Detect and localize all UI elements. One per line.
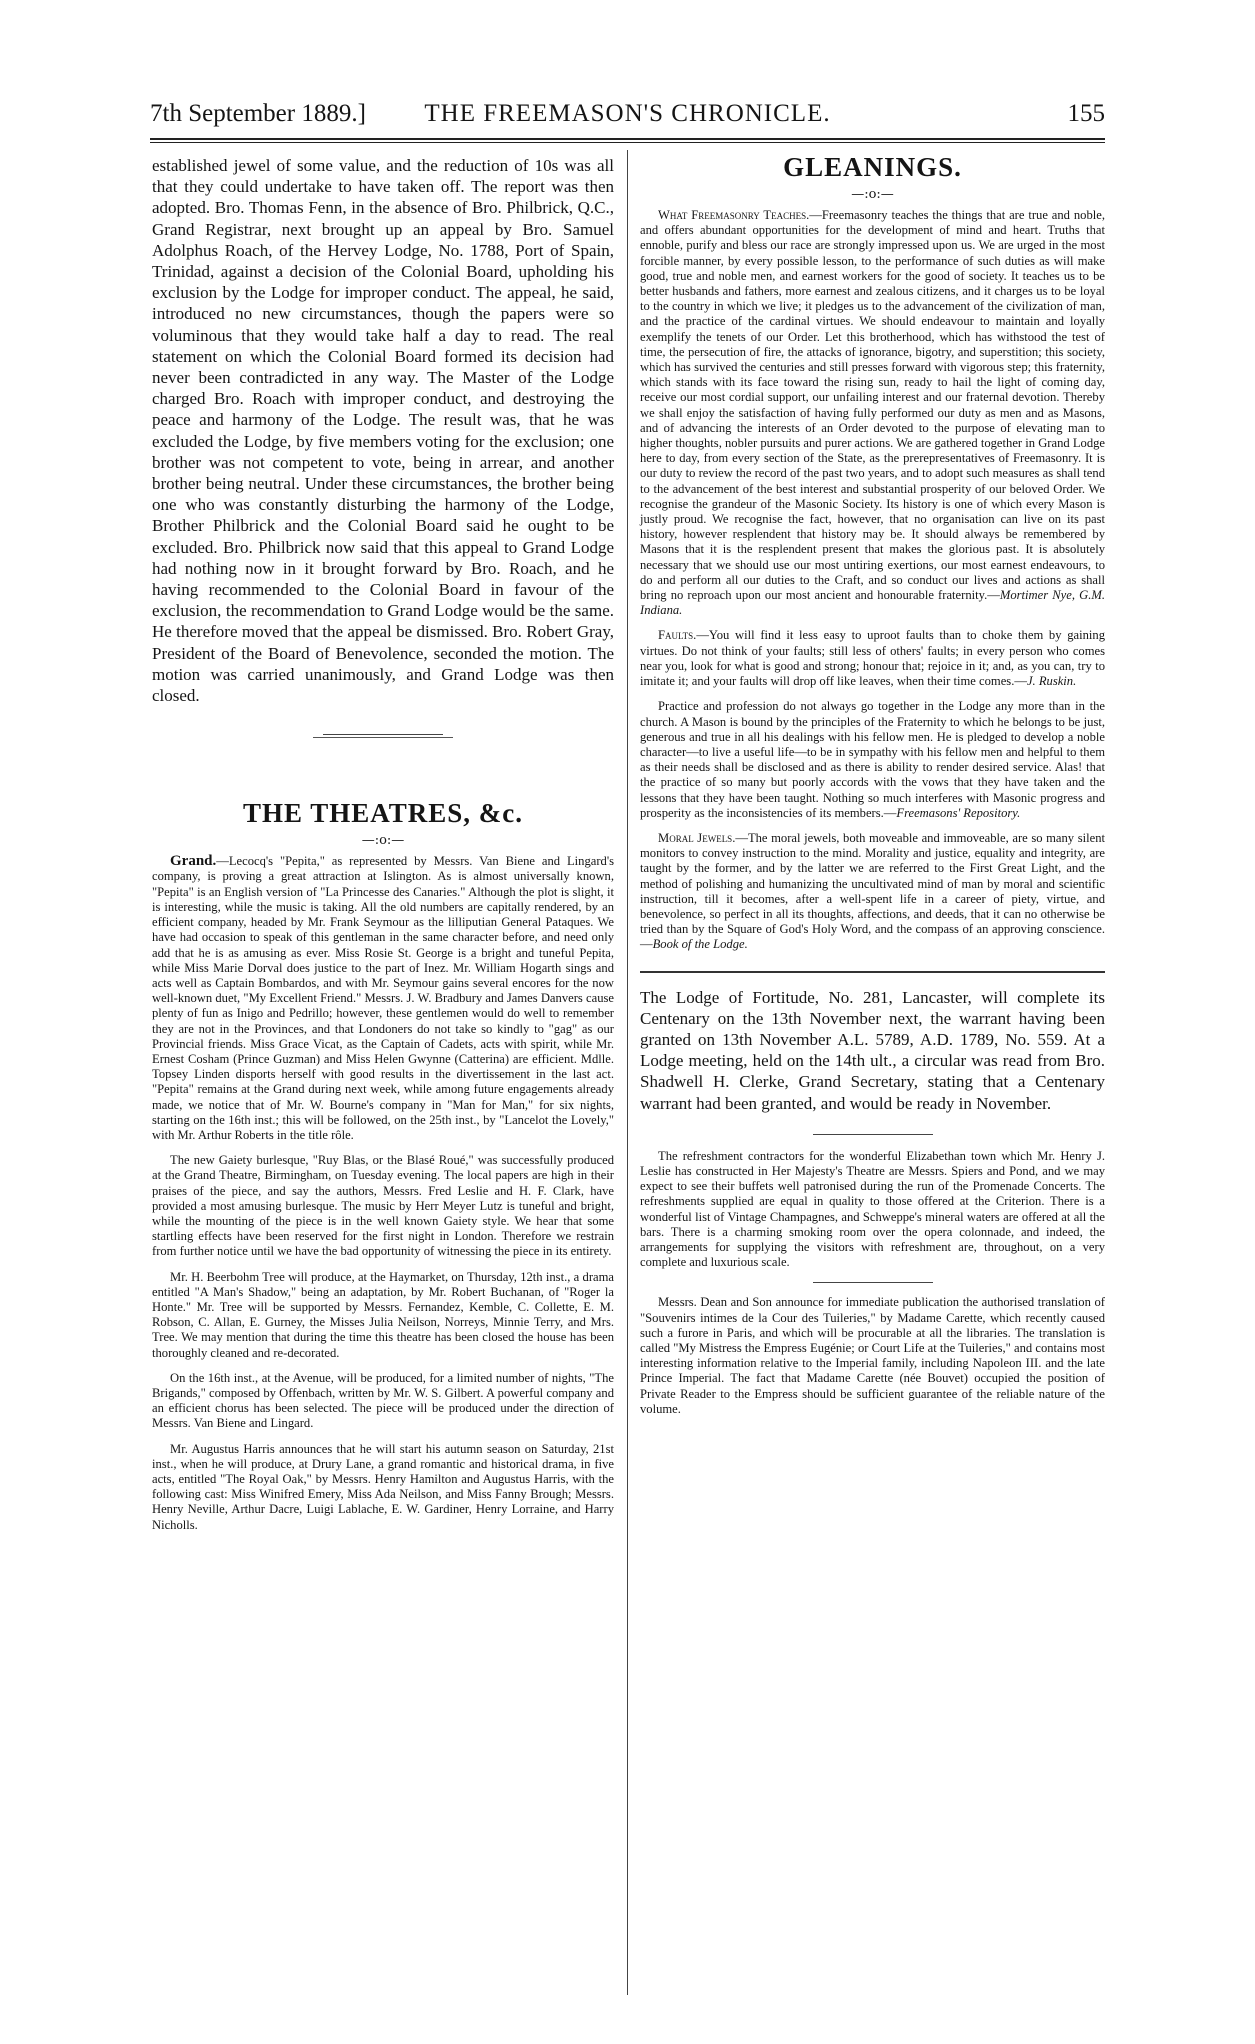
theatres-heading: THE THEATRES, &c. [242, 798, 524, 829]
page-header [150, 96, 1105, 136]
issue-date: 7th September 1889.] [150, 100, 366, 127]
theatres-ornament: —:o:— [361, 833, 405, 849]
grand-lead: Grand. [170, 853, 217, 870]
theatres-avenue-paragraph: On the 16th inst., at the Avenue, will be produced, for a limited number of nights, "The Brigands," composed by Offenbach, written by Mr. W. S. Gilbert. A powerful company and an efficient chorus has been selected. The piece will be produced under the direction of Messrs. Van Biene and Lingard. [152, 1370, 614, 1431]
lodge-of-fortitude-notice: The Lodge of Fortitude, No. 281, Lancaster, will complete its Centenary on the 13th November next, the warrant having been granted on 13th November A.L. 5789, A.D. 1789, No. 559. At a Lodge meeting, held on the 14th ult., a circular was read from Bro. Shadwell H. Clerke, Grand Secretary, stating that a Centenary warrant had been granted, and would be ready in November. [640, 987, 1105, 1113]
notice-separator-2 [813, 1282, 933, 1283]
gleaning-2-signature: J. Ruskin. [1026, 674, 1077, 689]
gleaning-moral-jewels: Moral Jewels.—The moral jewels, both moveable and immoveable, are so many silent monitors to convey instruction to the mind. Morality and justice, equality and integrity, are taught by the former, and by the latter we are referred to the First Great Light, and the method of polishing and humanizing the uncultivated mind of man by moral and scientific instruction, till it becomes, after a well-spent life in a career of piety, virtue, and benevolence, so perfect in all its thoughts, affections, and deeds, that it can no otherwise be tried than by the Square of God's Holy Word, and the compass of an approving conscience.—Book of the Lodge. [640, 830, 1105, 952]
gleaning-1-signature: Mortimer Nye, G.M. Indiana. [640, 588, 1105, 618]
section-rule [640, 971, 1105, 973]
publication-title: THE FREEMASON'S CHRONICLE. [424, 100, 831, 127]
gleaning-practice-profession: Practice and profession do not always go together in the Lodge any more than in the church. A Mason is bound by the principles of the Fraternity to which he belongs to be just, generous and true in all his dealings with his fellow men. He is pledged to develop a noble character—to live a useful life—to be in sympathy with his fellow men and helpful to them as their needs shall be disclosed and as there is ability to render desired service. Alas! that the practice of so many but poorly accords with the vows that they have taken and the lessons that they have been taught. Nothing so much interferes with Masonic progress and prosperity as the inconsistencies of its members.—Freemasons' Repository. [640, 699, 1105, 820]
header-rule-thin [150, 142, 1105, 143]
gleaning-freemasonry-teaches: What Freemasonry Teaches.—Freemasonry teaches the things that are true and noble, and offers abundant opportunities for the development of mind and heart. Truths that ennoble, purify and bless our race are strongly impressed upon us. We are urged in the most forcible manner, by every possible lesson, to the performance of such duties as will make good, true and noble men, and earnest workers for the good of society. It teaches us to be better husbands and fathers, more earnest and zealous citizens, and it charges us to be loyal to the country in which we live; it pledges us to the advancement of the civilization of man, and the practice of the cardinal virtues. We should endeavour to maintain and loyally exemplify the tenets of our Order. Let this brotherhood, which has withstood the test of time, the persecution of fire, the attacks of ignorance, bigotry, and superstition; this society, which has survived the centuries and still presses forward with vigorous step; this fraternity, which stands with its face toward the rising sun, ready to hail the light of coming day, receive our most cordial support, our unfailing interest and our fraternal devotion. Thereby we shall enjoy the satisfaction of having fully performed our duty as men and as Masons, and of advancing the interests of an Order devoted to the purpose of elevating man to higher thoughts, nobler pursuits and purer actions. We are gathered together in Grand Lodge here to day, from every section of the State, as the prerepresentatives of Freemasonry. It is our duty to review the record of the past two years, and to adopt such measures as shall tend to the advancement of the best interest and substantial prosperity of our beloved Order. We recognise the grandeur of the Masonic Society. Its history is one of which every Mason is justly proud. We recognise the fact, however, that no organisation can live on its past history, however resplendent that history may be. It should always be remembered by Masons that it is the resplendent present that makes the glorious past. It is absolutely necessary that we should use our most untiring exertions, our most earnest endeavours, to do and perform all our duties to the Craft, and so conduct our lives and actions as shall bring no reproach upon our most ancient and honourable fraternity.—Mortimer Nye, G.M. Indiana. [640, 208, 1105, 618]
gleanings-heading: GLEANINGS. [783, 152, 962, 182]
page-number: 155 [1067, 100, 1105, 127]
refreshment-notice: The refreshment contractors for the wonderful Elizabethan town which Mr. Henry J. Leslie has constructed in Her Majesty's Theatre are Messrs. Spiers and Pond, and we may expect to see their buffets well patronised during the run of the Promenade Concerts. The refreshments supplied are equal in quality to those offered at the Criterion. There is a wonderful list of Vintage Champagnes, and Schweppe's mineral waters are offered at all the bars. There is a charming smoking room over the opera colonnade, and indeed, the arrangements for supplying the visitors with refreshment are, throughout, on a very complete and luxurious scale. [640, 1148, 1105, 1270]
right-column [640, 152, 1105, 1427]
souvenirs-notice: Messrs. Dean and Son announce for immediate publication the authorised translation of "Souvenirs intimes de la Cour des Tuileries," by Madame Carette, which recently caused such a furore in Paris, and which will be procurable at all the libraries. The translation is called "My Mistress the Empress Eugénie; or Court Life at the Tuileries," and contains most interesting information relative to the Imperial family, including Napoleon III. and the late Prince Imperial. The fact that Madame Carette (née Bouvet) occupied the position of Private Reader to the Empress should be sufficient guarantee of the reliable nature of the volume. [640, 1295, 1105, 1416]
theatres-haymarket-paragraph: Mr. H. Beerbohm Tree will produce, at the Haymarket, on Thursday, 12th inst., a drama entitled "A Man's Shadow," being an adaptation, by Mr. Robert Buchanan, of "Roger la Honte." Mr. Tree will be supported by Messrs. Fernandez, Kemble, C. Collette, E. M. Robson, C. Allan, E. Gurney, the Misses Julia Neilson, Norreys, Minnie Terry, and Mrs. Tree. We may mention that during the time this theatre has been closed the house has been thoroughly cleaned and re-decorated. [152, 1269, 614, 1360]
theatres-drury-lane-paragraph: Mr. Augustus Harris announces that he will start his autumn season on Saturday, 21st inst., when he will produce, at Drury Lane, a grand romantic and historical drama, in five acts, entitled "The Royal Oak," by Messrs. Henry Hamilton and Augustus Harris, with the following cast: Miss Winifred Emery, Miss Ada Neilson, and Miss Fanny Brough; Messrs. Henry Neville, Arthur Dacre, Luigi Lablache, E. W. Gardiner, Henry Lorraine, and Harry Nicholls. [152, 1441, 614, 1532]
notice-separator [813, 1134, 933, 1135]
grand-text: —Lecocq's "Pepita," as represented by Messrs. Van Biene and Lingard's company, is proving a great attraction at Islington. As is almost universally known, "Pepita" is an English version of "La Princesse des Canaries." Although the plot is slight, it is interesting, while the music is taking. All the old numbers are capitally rendered, by an efficient company, headed by Mr. Frank Seymour as the lilliputian General Pataques. We have had occasion to speak of this gentleman in the same character before, and need only add that he is as amusing as ever. Miss Rosie St. George is a bright and tuneful Pepita, while Miss Marie Dorval does justice to the part of Inez. Mr. William Hogarth sings and acts well as Captain Bombardos, and with Mr. Seymour gains several encores for the now well-known duet, "My Excellent Friend." Messrs. J. W. Bradbury and James Danvers cause plenty of fun as Inigo and Pedrillo; however, these gentlemen would do well to remember they are not in the Provinces, and that Londoners do not take so kindly to "gag" as our Provincial friends. Miss Grace Vicat, as the Captain of Cadets, acts with spirit, while Mr. Ernest Cosham (Prince Guzman) and Miss Helen Gwynne (Catterina) are efficient. Mdlle. Topsey Linden disports herself with good results in the divertissement in the last act. "Pepita" remains at the Grand during next week, while among future engagements already made, we notice that of Mr. W. Bourne's company in "Man for Man," for six nights, starting on the 16th inst.; this will be followed, on the 25th inst., by "Lancelot the Lovely," with Mr. Arthur Roberts in the title rôle. [152, 854, 614, 1142]
section-separator [323, 734, 443, 735]
gleanings-ornament: —:o:— [851, 187, 894, 202]
gleaning-4-signature: Book of the Lodge. [652, 937, 748, 952]
gleaning-2-head: Faults. [658, 628, 697, 643]
left-column [152, 155, 614, 1543]
theatres-gaiety-paragraph: The new Gaiety burlesque, "Ruy Blas, or the Blasé Roué," was successfully produced at the Grand Theatre, Birmingham, on Tuesday evening. The local papers are high in their praises of the piece, and say the authors, Messrs. Fred Leslie and H. F. Clark, have provided a most amusing burlesque. The music by Herr Meyer Lutz is tuneful and bright, while the mounting of the piece is in the well known Gaiety style. We hear that some startling effects have been reserved for the first night in London. Therefore we restrain from further notice until we have the bad opportunity of witnessing the piece in its entirety. [152, 1153, 614, 1259]
column-divider [627, 150, 628, 1995]
grand-lodge-continued-text: established jewel of some value, and the reduction of 10s was all that they could undertake to have taken off. The report was then adopted. Bro. Thomas Fenn, in the absence of Bro. Philbrick, Q.C., Grand Registrar, next brought up an appeal by Bro. Samuel Adolphus Roach, of the Hervey Lodge, No. 1788, Port of Spain, Trinidad, against a decision of the Colonial Board, upholding his exclusion by the Lodge for improper conduct. The appeal, he said, introduced no new circumstances, though the papers were so voluminous that they would take half a day to read. The real statement on which the Colonial Board formed its decision had never been contradicted in any way. The Master of the Lodge charged Bro. Roach with improper conduct, and destroying the peace and harmony of the Lodge. The result was, that he was excluded the Lodge, by five members voting for the exclusion; one brother was not competent to vote, being in arrear, and another brother being neutral. Under these circumstances, the brother being one who was constantly disturbing the harmony of the Lodge, Brother Philbrick and the Colonial Board said he ought to be excluded. Bro. Philbrick now said that this appeal to Grand Lodge had nothing now in it brought forward by Bro. Roach, and he having recommended to the Colonial Board in favour of the exclusion, the recommendation to Grand Lodge would be the same. He therefore moved that the appeal be dismissed. Bro. Robert Gray, President of the Board of Benevolence, seconded the motion. The motion was carried unanimously, and Grand Lodge was then closed. [152, 156, 614, 706]
header-rule [150, 138, 1105, 140]
gleaning-3-signature: Freemasons' Repository. [896, 805, 1021, 820]
theatres-grand-paragraph [152, 854, 614, 1143]
gleaning-faults: Faults.—You will find it less easy to uproot faults than to choke them by gaining virtues. Do not think of your faults; still less of others' faults; in every person who comes near you, look for what is good and strong; honour that; rejoice in it; and, as you can, try to imitate it; and your faults will drop off like leaves, when their time comes.—J. Ruskin. [640, 628, 1105, 689]
gleaning-4-head: Moral Jewels. [658, 830, 736, 845]
gleaning-1-head: What Freemasonry Teaches. [658, 208, 810, 222]
